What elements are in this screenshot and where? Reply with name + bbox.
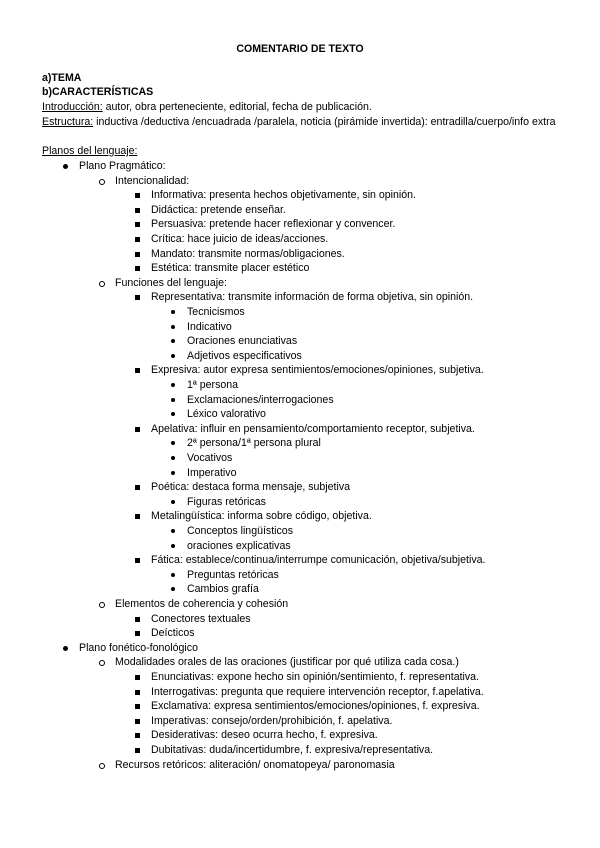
bullet-icon	[135, 558, 140, 563]
outline-item-level-3: Mandato: transmite normas/obligaciones.	[151, 247, 345, 260]
outline-item-level-4: 1ª persona	[187, 379, 239, 391]
outline-item-level-3: Estética: transmite placer estético	[151, 262, 310, 275]
outline-item-level-3: Enunciativas: expone hecho sin opinión/sentimiento, f. representativa.	[151, 671, 480, 683]
intro-label: Introducción:	[42, 101, 103, 113]
document-title: COMENTARIO DE TEXTO	[236, 43, 364, 55]
bullet-icon	[171, 412, 175, 416]
outline-item-level-4: Conceptos lingüísticos	[187, 525, 293, 537]
bullet-icon	[63, 646, 68, 651]
bullet-icon	[135, 222, 140, 227]
bullet-icon	[135, 719, 140, 724]
outline-item-level-2: Modalidades orales de las oraciones (justificar por qué utiliza cada cosa.)	[115, 656, 459, 669]
bullet-icon	[135, 631, 140, 636]
bullet-icon	[171, 587, 175, 591]
outline-item-level-3: Crítica: hace juicio de ideas/acciones.	[151, 233, 329, 245]
bullet-icon	[171, 500, 175, 504]
outline-item-level-4: Léxico valorativo	[187, 408, 266, 421]
estructura-text: inductiva /deductiva /encuadrada /paralela, noticia (pirámide invertida): entradilla/cuerpo/info extra	[93, 116, 556, 128]
outline-item-level-3: Informativa: presenta hechos objetivamente, sin opinión.	[151, 189, 416, 202]
outline-item-level-3: Interrogativas: pregunta que requiere intervención receptor, f.apelativa.	[151, 685, 484, 698]
outline-item-level-3: Expresiva: autor expresa sentimientos/emociones/opiniones, subjetiva.	[151, 364, 484, 377]
bullet-icon	[171, 310, 175, 314]
bullet-icon	[135, 252, 140, 257]
bullet-icon	[135, 675, 140, 680]
outline-item-level-1: Plano Pragmático:	[79, 160, 166, 172]
outline-item-level-4: Preguntas retóricas	[187, 568, 279, 581]
outline-item-level-3: Didáctica: pretende enseñar.	[151, 203, 286, 216]
bullet-icon	[135, 514, 140, 519]
outline-item-level-4: oraciones explicativas	[187, 539, 291, 552]
bullet-icon	[171, 325, 175, 329]
bullet-icon	[135, 266, 140, 271]
outline-item-level-2: Funciones del lenguaje:	[115, 276, 227, 289]
bullet-icon	[63, 164, 68, 169]
outline-item-level-4: Adjetivos especificativos	[187, 349, 302, 362]
bullet-icon	[99, 763, 105, 769]
bullet-icon	[99, 660, 105, 666]
outline-item-level-3: Dubitativas: duda/incertidumbre, f. expresiva/representativa.	[151, 744, 434, 756]
bullet-icon	[171, 441, 175, 445]
outline-item-level-4: Tecnicismos	[187, 306, 245, 318]
bullet-icon	[99, 179, 105, 185]
outline-item-level-3: Deícticos	[151, 627, 195, 640]
bullet-icon	[135, 617, 140, 622]
bullet-icon	[171, 398, 175, 402]
outline-item-level-4: 2ª persona/1ª persona plural	[187, 437, 321, 450]
outline-item-level-4: Vocativos	[187, 452, 233, 464]
outline-item-level-2: Intencionalidad:	[115, 174, 190, 187]
outline-item-level-3: Desiderativas: deseo ocurra hecho, f. expresiva.	[151, 729, 378, 742]
outline-item-level-1: Plano fonético-fonológico	[79, 641, 198, 654]
bullet-icon	[171, 471, 175, 475]
outline-item-level-4: Imperativo	[187, 466, 237, 479]
outline-item-level-2: Recursos retóricos: aliteración/ onomatopeya/ paronomasia	[115, 758, 395, 771]
planos-heading: Planos del lenguaje:	[42, 145, 138, 157]
outline-item-level-3: Exclamativa: expresa sentimientos/emociones/opiniones, f. expresiva.	[151, 700, 480, 713]
bullet-icon	[171, 544, 175, 548]
bullet-icon	[135, 733, 140, 738]
outline-item-level-3: Representativa: transmite información de forma objetiva, sin opinión.	[151, 291, 474, 304]
outline-item-level-4: Cambios grafía	[187, 583, 259, 596]
bullet-icon	[171, 354, 175, 358]
outline-item-level-4: Figuras retóricas	[187, 495, 266, 508]
bullet-icon	[135, 237, 140, 242]
estructura-label: Estructura:	[42, 116, 94, 128]
section-caracteristicas: b)CARACTERÍSTICAS	[42, 86, 154, 98]
bullet-icon	[171, 456, 175, 460]
intro-line	[42, 100, 372, 115]
bullet-icon	[135, 704, 140, 709]
outline-item-level-3: Imperativas: consejo/orden/prohibición, f. apelativa.	[151, 714, 393, 727]
bullet-icon	[99, 281, 105, 287]
intro-text: autor, obra perteneciente, editorial, fecha de publicación.	[102, 101, 372, 113]
bullet-icon	[135, 690, 140, 695]
bullet-icon	[135, 193, 140, 198]
bullet-icon	[135, 748, 140, 753]
outline-item-level-3: Persuasiva: pretende hacer reflexionar y convencer.	[151, 218, 396, 231]
outline-item-level-4: Exclamaciones/interrogaciones	[187, 393, 334, 406]
bullet-icon	[171, 339, 175, 343]
bullet-icon	[171, 383, 175, 387]
outline-item-level-3: Fática: establece/continua/interrumpe comunicación, objetiva/subjetiva.	[151, 554, 486, 567]
bullet-icon	[135, 208, 140, 213]
bullet-icon	[135, 295, 140, 300]
bullet-icon	[171, 529, 175, 533]
estructura-line	[42, 115, 562, 130]
outline-item-level-2: Elementos de coherencia y cohesión	[115, 598, 289, 610]
outline-item-level-3: Metalingüística: informa sobre código, objetiva.	[151, 510, 372, 523]
bullet-icon	[135, 427, 140, 432]
outline-item-level-3: Conectores textuales	[151, 612, 251, 625]
bullet-icon	[135, 485, 140, 490]
outline-item-level-4: Indicativo	[187, 320, 232, 333]
bullet-icon	[135, 368, 140, 373]
outline-item-level-3: Poética: destaca forma mensaje, subjetiva	[151, 481, 351, 494]
outline-item-level-4: Oraciones enunciativas	[187, 335, 298, 348]
section-tema: a)TEMA	[42, 72, 82, 84]
bullet-icon	[171, 573, 175, 577]
bullet-icon	[99, 602, 105, 608]
outline-item-level-3: Apelativa: influir en pensamiento/comportamiento receptor, subjetiva.	[151, 422, 475, 435]
